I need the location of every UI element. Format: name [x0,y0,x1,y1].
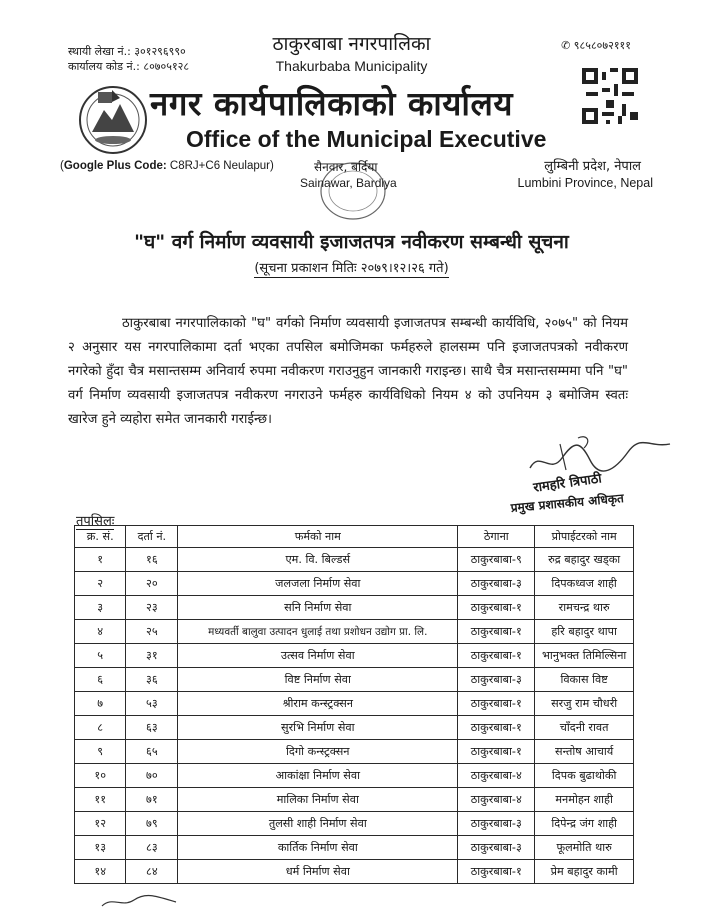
firm-name-cell: दिगो कन्स्ट्रक्सन [178,740,458,764]
address-cell: ठाकुरबाबा-९ [458,548,535,572]
firm-name-cell: एम. वि. बिल्डर्स [178,548,458,572]
serial-cell: ७ [75,692,126,716]
table-row [75,740,634,764]
firm-name-cell: श्रीराम कन्स्ट्रक्सन [178,692,458,716]
address-cell: ठाकुरबाबा-४ [458,788,535,812]
table-row [75,764,634,788]
serial-cell: ६ [75,668,126,692]
details-heading-text: तपसिलः [76,514,115,529]
column-header-serial: क्र. सं. [75,526,126,548]
address-cell: ठाकुरबाबा-१ [458,860,535,884]
bottom-signature-icon [100,892,180,910]
proprietor-cell: सरजु राम चौधरी [535,692,634,716]
office-title-np: नगर कार्यपालिकाको कार्यालय [150,84,513,123]
registration-cell: ७० [126,764,178,788]
table-row [75,860,634,884]
notice-title: "घ" वर्ग निर्माण व्यवसायी इजाजतपत्र नवीकरण सम्बन्धी सूचना [134,231,569,253]
column-header-registration: दर्ता नं. [126,526,178,548]
signatory-name: रामहरि त्रिपाठी [532,471,603,496]
firm-name-cell: मालिका निर्माण सेवा [178,788,458,812]
proprietor-cell: हरि बहादुर थापा [535,620,634,644]
province-en: Lumbini Province, Nepal [517,176,653,190]
registration-cell: ५३ [126,692,178,716]
address-cell: ठाकुरबाबा-३ [458,572,535,596]
proprietor-cell: भानुभक्त तिमिल्सिना [535,644,634,668]
serial-cell: २ [75,572,126,596]
permanent-account-label: स्थायी लेखा नं.: [68,45,131,58]
firm-name-cell: उत्सव निर्माण सेवा [178,644,458,668]
phone-number: ९८५८०७२१११ [573,39,631,52]
table-row [75,812,634,836]
phone-icon: ✆ [561,39,571,52]
registration-cell: २५ [126,620,178,644]
address-cell: ठाकुरबाबा-३ [458,668,535,692]
address-cell: ठाकुरबाबा-१ [458,716,535,740]
proprietor-cell: दिपक बुढाथोकी [535,764,634,788]
serial-cell: ३ [75,596,126,620]
municipality-name-np: ठाकुरबाबा नगरपालिका [272,33,431,55]
address-cell: ठाकुरबाबा-१ [458,692,535,716]
serial-cell: ८ [75,716,126,740]
google-code-label: Google Plus Code: [63,160,167,172]
google-code-value: C8RJ+C6 Neulapur [169,160,270,172]
proprietor-cell: चाँदनी रावत [535,716,634,740]
firm-name-cell: तुलसी शाही निर्माण सेवा [178,812,458,836]
registration-cell: ६३ [126,716,178,740]
municipality-name-en: Thakurbaba Municipality [275,58,428,74]
permanent-account-value: ३०१२९६९९० [134,45,186,58]
office-title-en: Office of the Municipal Executive [186,126,547,152]
proprietor-cell: दिपेन्द्र जंग शाही [535,812,634,836]
address-cell: ठाकुरबाबा-१ [458,620,535,644]
notice-publish-date-text: (सूचना प्रकाशन मितिः २०७९।१२।२६ गते) [254,261,449,276]
registration-cell: ३१ [126,644,178,668]
table-header-row [75,526,634,548]
table-row [75,548,634,572]
qr-code-icon [582,68,638,124]
table-row [75,596,634,620]
address-cell: ठाकुरबाबा-३ [458,836,535,860]
table-row [75,836,634,860]
notice-publish-date [0,258,703,276]
firm-name-cell: सनि निर्माण सेवा [178,596,458,620]
notice-body-paragraph: ठाकुरबाबा नगरपालिकाको "घ" वर्गको निर्माण व्यवसायी इजाजतपत्र सम्बन्धी कार्यविधि, २०७५" को नियम २ अनुसार यस नगरपालिकामा दर्ता भएका तपसिल बमोजिमका फर्महरुले हालसम्म पनि इजाजतपत्रको नवीकरण नगरेको हुँदा चैत्र मसान्तसम्म अनिवार्य रुपमा नवीकरण गराउनुहुन जानकारी गराइन्छ। साथै चैत्र मसान्तसम्ममा पनि "घ" वर्ग निर्माण व्यवसायी इजाजतपत्र नवीकरण नगराउने फर्महरु कार्यविधिको नियम ४ को उपनियम ३ बमोजिम स्वतः खारेज हुने व्यहोरा समेत जानकारी गराईन्छ। [68,316,628,427]
registration-cell: ७१ [126,788,178,812]
firm-name-cell: आकांक्षा निर्माण सेवा [178,764,458,788]
province-np: लुम्बिनी प्रदेश, नेपाल [544,159,641,174]
table-body [75,548,634,884]
table-row [75,692,634,716]
serial-cell: ५ [75,644,126,668]
serial-cell: १ [75,548,126,572]
firm-name-cell: विष्ट निर्माण सेवा [178,668,458,692]
firm-name-cell: मध्यवर्ती बालुवा उत्पादन धुलाई तथा प्रशोधन उद्योग प्रा. लि. [178,620,458,644]
proprietor-cell: प्रेम बहादुर कामी [535,860,634,884]
firm-name-cell: जलजला निर्माण सेवा [178,572,458,596]
registration-cell: ६५ [126,740,178,764]
table-row [75,620,634,644]
table-row [75,644,634,668]
address-np: सैनवार, बर्दिया [314,160,378,174]
table-row [75,788,634,812]
serial-cell: १० [75,764,126,788]
proprietor-cell: विकास विष्ट [535,668,634,692]
serial-cell: ११ [75,788,126,812]
address-cell: ठाकुरबाबा-१ [458,644,535,668]
proprietor-cell: मनमोहन शाही [535,788,634,812]
proprietor-cell: रुद्र बहादुर खड्का [535,548,634,572]
table-row [75,572,634,596]
signatory-title: प्रमुख प्रशासकीय अधिकृत [510,491,625,515]
google-plus-code: (Google Plus Code: C8RJ+C6 Neulapur) [60,160,274,172]
serial-cell: ४ [75,620,126,644]
address-cell: ठाकुरबाबा-३ [458,812,535,836]
proprietor-cell: फूलमोति थारु [535,836,634,860]
firm-name-cell: सुरभि निर्माण सेवा [178,716,458,740]
table-row [75,668,634,692]
office-code-value: ८०७०५१२८ [143,60,190,73]
registration-cell: ७९ [126,812,178,836]
address-cell: ठाकुरबाबा-४ [458,764,535,788]
column-header-address: ठेगाना [458,526,535,548]
registration-cell: १६ [126,548,178,572]
serial-cell: ९ [75,740,126,764]
table-row [75,716,634,740]
proprietor-cell: दिपकध्वज शाही [535,572,634,596]
notice-body [68,312,628,432]
registration-cell: ३६ [126,668,178,692]
address-cell: ठाकुरबाबा-१ [458,596,535,620]
proprietor-cell: रामचन्द्र थारु [535,596,634,620]
address-en: Sainawar, Bardiya [300,176,397,190]
serial-cell: १३ [75,836,126,860]
serial-cell: १२ [75,812,126,836]
office-code-label: कार्यालय कोड नं.: [68,60,140,73]
firm-name-cell: कार्तिक निर्माण सेवा [178,836,458,860]
registration-cell: २३ [126,596,178,620]
address-cell: ठाकुरबाबा-१ [458,740,535,764]
registration-cell: ८४ [126,860,178,884]
column-header-proprietor: प्रोपाईटरको नाम [535,526,634,548]
firm-details-table [74,525,634,884]
serial-cell: १४ [75,860,126,884]
firm-name-cell: धर्म निर्माण सेवा [178,860,458,884]
registration-cell: २० [126,572,178,596]
column-header-firm-name: फर्मको नाम [178,526,458,548]
registration-cell: ८३ [126,836,178,860]
proprietor-cell: सन्तोष आचार्य [535,740,634,764]
nepal-emblem-logo-icon [74,80,152,158]
